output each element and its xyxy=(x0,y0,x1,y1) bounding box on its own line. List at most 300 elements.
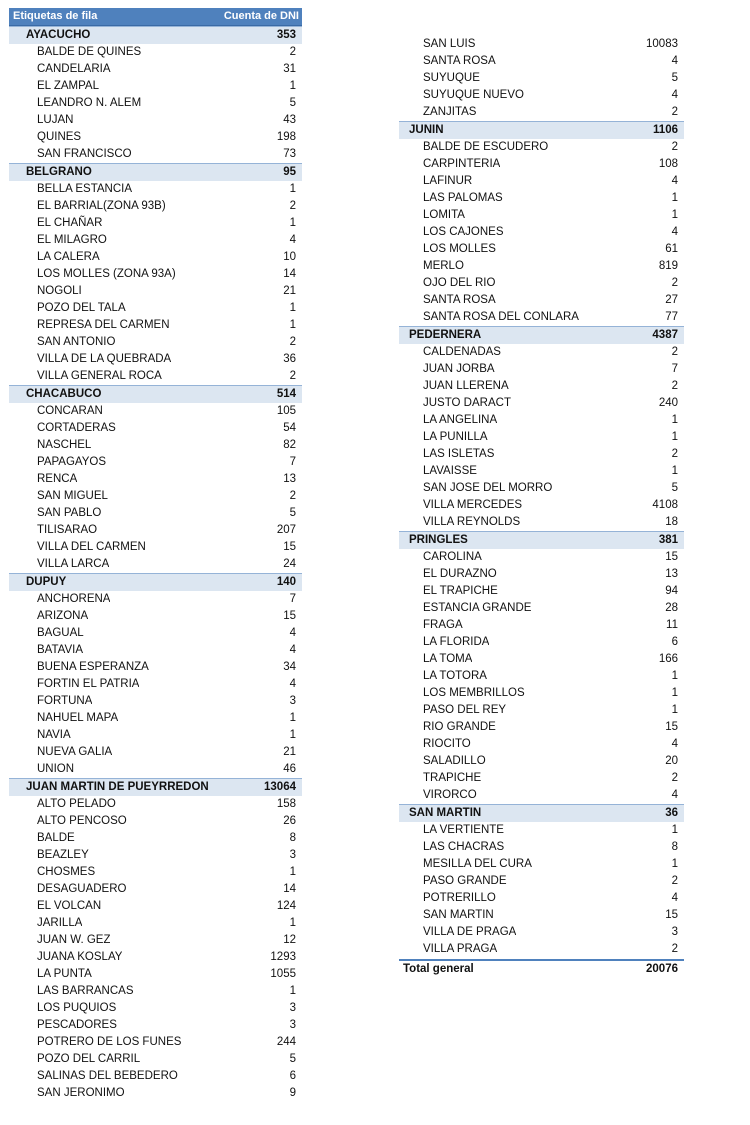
locality-name: JUAN JORBA xyxy=(423,363,495,375)
locality-row xyxy=(399,480,684,497)
locality-count: 166 xyxy=(658,653,678,665)
locality-row xyxy=(9,796,302,813)
locality-name: CARPINTERIA xyxy=(423,158,501,170)
locality-count: 819 xyxy=(658,260,678,272)
locality-count: 1 xyxy=(671,465,678,477)
locality-row xyxy=(9,488,302,505)
locality-count: 2 xyxy=(671,380,678,392)
pivot-header xyxy=(9,8,302,26)
locality-count: 34 xyxy=(283,661,296,673)
locality-name: SUYUQUE xyxy=(423,72,480,84)
locality-name: SAN MARTIN xyxy=(423,909,494,921)
locality-count: 1 xyxy=(671,192,678,204)
locality-row xyxy=(9,539,302,556)
locality-name: QUINES xyxy=(37,131,82,143)
locality-count: 4 xyxy=(671,892,678,904)
locality-name: UNION xyxy=(37,763,75,775)
locality-count: 3 xyxy=(289,1019,296,1031)
locality-name: ALTO PELADO xyxy=(37,798,116,810)
locality-count: 1 xyxy=(671,431,678,443)
locality-count: 124 xyxy=(276,900,296,912)
count-header: Cuenta de DNI xyxy=(223,10,299,22)
locality-count: 5 xyxy=(289,1053,296,1065)
locality-name: BEAZLEY xyxy=(37,849,89,861)
locality-row xyxy=(399,207,684,224)
locality-row xyxy=(9,283,302,300)
group-name: AYACUCHO xyxy=(26,29,91,41)
locality-row xyxy=(9,693,302,710)
locality-row xyxy=(9,454,302,471)
locality-count: 1293 xyxy=(270,951,296,963)
locality-row xyxy=(9,744,302,761)
locality-name: LOS MOLLES (ZONA 93A) xyxy=(37,268,176,280)
locality-row xyxy=(399,104,684,121)
locality-name: JUANA KOSLAY xyxy=(37,951,123,963)
locality-count: 15 xyxy=(665,721,678,733)
locality-row xyxy=(9,351,302,368)
locality-count: 20 xyxy=(665,755,678,767)
locality-row xyxy=(9,403,302,420)
locality-name: RIO GRANDE xyxy=(423,721,496,733)
locality-name: LOS PUQUIOS xyxy=(37,1002,117,1014)
locality-name: VILLA MERCEDES xyxy=(423,499,523,511)
locality-name: OJO DEL RIO xyxy=(423,277,496,289)
group-name: JUNIN xyxy=(409,124,444,136)
locality-name: LOS MEMBRILLOS xyxy=(423,687,525,699)
locality-row xyxy=(9,932,302,949)
locality-row xyxy=(9,898,302,915)
locality-name: EL MILAGRO xyxy=(37,234,107,246)
locality-row xyxy=(9,847,302,864)
locality-row xyxy=(399,617,684,634)
locality-row xyxy=(9,864,302,881)
locality-count: 2 xyxy=(671,772,678,784)
locality-name: LA TOTORA xyxy=(423,670,487,682)
locality-name: RENCA xyxy=(37,473,78,485)
locality-name: VILLA DE PRAGA xyxy=(423,926,517,938)
locality-count: 4 xyxy=(289,234,296,246)
locality-name: SAN PABLO xyxy=(37,507,102,519)
locality-count: 3 xyxy=(289,849,296,861)
grand-total-label: Total general xyxy=(403,963,474,975)
locality-name: JUAN W. GEZ xyxy=(37,934,111,946)
locality-count: 31 xyxy=(283,63,296,75)
locality-row xyxy=(399,890,684,907)
locality-row xyxy=(9,813,302,830)
locality-row xyxy=(399,241,684,258)
locality-count: 2 xyxy=(671,346,678,358)
locality-count: 1055 xyxy=(270,968,296,980)
locality-name: RIOCITO xyxy=(423,738,471,750)
locality-name: NAVIA xyxy=(37,729,71,741)
grand-total-value: 20076 xyxy=(646,963,678,975)
locality-name: EL DURAZNO xyxy=(423,568,497,580)
locality-name: LEANDRO N. ALEM xyxy=(37,97,142,109)
locality-name: VIRORCO xyxy=(423,789,477,801)
locality-row xyxy=(9,915,302,932)
group-row xyxy=(399,531,684,549)
locality-row xyxy=(9,78,302,95)
group-row xyxy=(399,804,684,822)
locality-row xyxy=(9,420,302,437)
grand-total-row xyxy=(399,959,684,978)
locality-count: 15 xyxy=(665,909,678,921)
locality-name: JARILLA xyxy=(37,917,83,929)
locality-name: BALDE DE QUINES xyxy=(37,46,142,58)
group-name: CHACABUCO xyxy=(26,388,102,400)
locality-name: NASCHEL xyxy=(37,439,92,451)
locality-count: 28 xyxy=(665,602,678,614)
locality-row xyxy=(399,770,684,787)
locality-name: LAVAISSE xyxy=(423,465,477,477)
locality-count: 1 xyxy=(289,712,296,724)
locality-row xyxy=(399,344,684,361)
locality-count: 4 xyxy=(671,738,678,750)
group-row xyxy=(9,778,302,796)
locality-count: 2 xyxy=(289,370,296,382)
locality-count: 12 xyxy=(283,934,296,946)
locality-row xyxy=(399,753,684,770)
locality-name: LA PUNTA xyxy=(37,968,92,980)
locality-name: EL CHAÑAR xyxy=(37,217,103,229)
locality-name: LAS CHACRAS xyxy=(423,841,505,853)
locality-count: 61 xyxy=(665,243,678,255)
locality-count: 1 xyxy=(671,858,678,870)
locality-name: EL VOLCAN xyxy=(37,900,102,912)
locality-count: 13 xyxy=(665,568,678,580)
locality-count: 5 xyxy=(671,482,678,494)
locality-row xyxy=(9,249,302,266)
locality-count: 3 xyxy=(671,926,678,938)
locality-row xyxy=(9,44,302,61)
locality-count: 4 xyxy=(671,175,678,187)
locality-row xyxy=(9,556,302,573)
locality-row xyxy=(399,292,684,309)
locality-row xyxy=(399,190,684,207)
locality-count: 14 xyxy=(283,268,296,280)
locality-count: 18 xyxy=(665,516,678,528)
locality-name: SANTA ROSA xyxy=(423,55,496,67)
locality-name: CHOSMES xyxy=(37,866,96,878)
locality-row xyxy=(9,1000,302,1017)
locality-name: ESTANCIA GRANDE xyxy=(423,602,532,614)
locality-name: LOMITA xyxy=(423,209,465,221)
locality-row xyxy=(9,266,302,283)
locality-count: 6 xyxy=(289,1070,296,1082)
locality-row xyxy=(399,395,684,412)
locality-count: 43 xyxy=(283,114,296,126)
locality-count: 105 xyxy=(276,405,296,417)
locality-name: LA TOMA xyxy=(423,653,473,665)
locality-count: 3 xyxy=(289,1002,296,1014)
group-row xyxy=(399,326,684,344)
locality-count: 1 xyxy=(289,319,296,331)
locality-count: 94 xyxy=(665,585,678,597)
locality-count: 8 xyxy=(671,841,678,853)
locality-name: LA VERTIENTE xyxy=(423,824,504,836)
locality-count: 4 xyxy=(671,55,678,67)
locality-count: 13 xyxy=(283,473,296,485)
locality-row xyxy=(399,566,684,583)
group-total: 4387 xyxy=(652,329,678,341)
locality-count: 1 xyxy=(671,209,678,221)
locality-count: 73 xyxy=(283,148,296,160)
locality-name: SAN MIGUEL xyxy=(37,490,108,502)
locality-count: 198 xyxy=(276,131,296,143)
locality-row xyxy=(399,702,684,719)
locality-row xyxy=(9,146,302,163)
group-total: 140 xyxy=(276,576,296,588)
locality-row xyxy=(399,53,684,70)
locality-row xyxy=(399,258,684,275)
locality-count: 14 xyxy=(283,883,296,895)
locality-name: CALDENADAS xyxy=(423,346,501,358)
pivot-table-right-column xyxy=(399,36,684,978)
locality-count: 77 xyxy=(665,311,678,323)
locality-count: 1 xyxy=(289,866,296,878)
locality-name: VILLA GENERAL ROCA xyxy=(37,370,162,382)
locality-row xyxy=(399,549,684,566)
locality-name: ZANJITAS xyxy=(423,106,477,118)
locality-row xyxy=(9,522,302,539)
locality-name: PASO GRANDE xyxy=(423,875,507,887)
locality-row xyxy=(9,761,302,778)
locality-count: 244 xyxy=(276,1036,296,1048)
locality-name: ANCHORENA xyxy=(37,593,111,605)
locality-count: 15 xyxy=(283,541,296,553)
locality-name: SALADILLO xyxy=(423,755,486,767)
locality-name: LOS MOLLES xyxy=(423,243,496,255)
group-total: 95 xyxy=(283,166,296,178)
locality-row xyxy=(399,651,684,668)
locality-row xyxy=(9,1068,302,1085)
group-total: 514 xyxy=(276,388,296,400)
locality-count: 2 xyxy=(671,106,678,118)
locality-name: VILLA PRAGA xyxy=(423,943,498,955)
locality-name: LA CALERA xyxy=(37,251,100,263)
locality-row xyxy=(9,95,302,112)
locality-name: LAFINUR xyxy=(423,175,473,187)
locality-row xyxy=(9,625,302,642)
group-row xyxy=(9,573,302,591)
group-name: SAN MARTIN xyxy=(409,807,482,819)
locality-name: SAN LUIS xyxy=(423,38,476,50)
locality-name: LUJAN xyxy=(37,114,74,126)
locality-row xyxy=(399,156,684,173)
locality-row xyxy=(9,1051,302,1068)
locality-count: 15 xyxy=(283,610,296,622)
locality-name: BALDE xyxy=(37,832,75,844)
locality-name: CAROLINA xyxy=(423,551,482,563)
locality-count: 15 xyxy=(665,551,678,563)
locality-name: TRAPICHE xyxy=(423,772,482,784)
locality-name: VILLA REYNOLDS xyxy=(423,516,521,528)
locality-count: 36 xyxy=(283,353,296,365)
locality-name: FORTUNA xyxy=(37,695,93,707)
locality-row xyxy=(9,368,302,385)
locality-count: 108 xyxy=(658,158,678,170)
locality-name: MESILLA DEL CURA xyxy=(423,858,532,870)
locality-name: LA PUNILLA xyxy=(423,431,488,443)
locality-count: 2 xyxy=(671,141,678,153)
locality-name: LAS BARRANCAS xyxy=(37,985,134,997)
locality-row xyxy=(399,70,684,87)
locality-count: 4 xyxy=(289,644,296,656)
locality-row xyxy=(399,497,684,514)
locality-count: 2 xyxy=(671,943,678,955)
locality-row xyxy=(399,309,684,326)
locality-row xyxy=(9,591,302,608)
locality-count: 1 xyxy=(289,217,296,229)
locality-row xyxy=(399,429,684,446)
group-name: JUAN MARTIN DE PUEYRREDON xyxy=(26,781,209,793)
locality-row xyxy=(399,924,684,941)
locality-count: 2 xyxy=(671,875,678,887)
locality-count: 9 xyxy=(289,1087,296,1099)
locality-row xyxy=(399,719,684,736)
locality-row xyxy=(399,822,684,839)
locality-name: POTRERO DE LOS FUNES xyxy=(37,1036,182,1048)
locality-name: DESAGUADERO xyxy=(37,883,127,895)
locality-row xyxy=(399,87,684,104)
locality-name: NOGOLI xyxy=(37,285,82,297)
locality-name: EL TRAPICHE xyxy=(423,585,498,597)
group-row xyxy=(9,385,302,403)
locality-count: 1 xyxy=(671,704,678,716)
locality-name: LAS PALOMAS xyxy=(423,192,503,204)
locality-row xyxy=(9,1085,302,1102)
locality-row xyxy=(399,600,684,617)
group-row xyxy=(9,26,302,44)
locality-row xyxy=(9,61,302,78)
locality-row xyxy=(9,232,302,249)
locality-name: POZO DEL CARRIL xyxy=(37,1053,141,1065)
locality-row xyxy=(399,873,684,890)
locality-row xyxy=(399,787,684,804)
locality-count: 1 xyxy=(289,917,296,929)
locality-row xyxy=(399,412,684,429)
locality-count: 21 xyxy=(283,746,296,758)
group-total: 353 xyxy=(276,29,296,41)
locality-name: SAN FRANCISCO xyxy=(37,148,132,160)
pivot-table-left-column xyxy=(9,8,302,1102)
locality-row xyxy=(399,907,684,924)
locality-row xyxy=(399,139,684,156)
locality-count: 3 xyxy=(289,695,296,707)
locality-row xyxy=(399,361,684,378)
locality-name: MERLO xyxy=(423,260,464,272)
locality-count: 10083 xyxy=(646,38,678,50)
locality-count: 240 xyxy=(658,397,678,409)
group-name: DUPUY xyxy=(26,576,67,588)
locality-count: 1 xyxy=(289,729,296,741)
locality-name: BUENA ESPERANZA xyxy=(37,661,149,673)
locality-name: EL BARRIAL(ZONA 93B) xyxy=(37,200,166,212)
locality-count: 82 xyxy=(283,439,296,451)
group-total: 36 xyxy=(665,807,678,819)
locality-count: 1 xyxy=(289,985,296,997)
locality-name: REPRESA DEL CARMEN xyxy=(37,319,170,331)
locality-row xyxy=(399,941,684,958)
locality-name: ALTO PENCOSO xyxy=(37,815,127,827)
locality-row xyxy=(399,275,684,292)
locality-name: FRAGA xyxy=(423,619,463,631)
locality-count: 207 xyxy=(276,524,296,536)
locality-count: 2 xyxy=(289,46,296,58)
locality-row xyxy=(9,727,302,744)
locality-count: 10 xyxy=(283,251,296,263)
locality-count: 46 xyxy=(283,763,296,775)
locality-name: LOS CAJONES xyxy=(423,226,504,238)
locality-name: SALINAS DEL BEBEDERO xyxy=(37,1070,178,1082)
locality-count: 1 xyxy=(671,824,678,836)
group-name: PRINGLES xyxy=(409,534,468,546)
locality-name: BAGUAL xyxy=(37,627,84,639)
locality-row xyxy=(9,983,302,1000)
locality-count: 1 xyxy=(671,687,678,699)
locality-count: 4108 xyxy=(652,499,678,511)
group-total: 1106 xyxy=(653,124,678,136)
locality-count: 4 xyxy=(289,627,296,639)
locality-row xyxy=(9,659,302,676)
locality-count: 1 xyxy=(289,80,296,92)
locality-name: CANDELARIA xyxy=(37,63,111,75)
locality-name: PESCADORES xyxy=(37,1019,117,1031)
locality-name: VILLA DEL CARMEN xyxy=(37,541,146,553)
locality-row xyxy=(9,676,302,693)
locality-count: 2 xyxy=(289,200,296,212)
locality-row xyxy=(399,173,684,190)
locality-row xyxy=(9,181,302,198)
locality-row xyxy=(399,463,684,480)
locality-name: POZO DEL TALA xyxy=(37,302,126,314)
locality-count: 5 xyxy=(671,72,678,84)
locality-name: SAN ANTONIO xyxy=(37,336,116,348)
locality-count: 4 xyxy=(671,89,678,101)
locality-name: PASO DEL REY xyxy=(423,704,507,716)
locality-name: PAPAGAYOS xyxy=(37,456,107,468)
group-row xyxy=(9,163,302,181)
locality-row xyxy=(9,129,302,146)
locality-row xyxy=(399,583,684,600)
group-total: 13064 xyxy=(264,781,296,793)
locality-row xyxy=(9,881,302,898)
locality-row xyxy=(399,668,684,685)
locality-row xyxy=(9,334,302,351)
locality-count: 2 xyxy=(289,336,296,348)
locality-row xyxy=(399,634,684,651)
locality-name: NAHUEL MAPA xyxy=(37,712,119,724)
locality-row xyxy=(399,446,684,463)
group-total: 381 xyxy=(658,534,678,546)
locality-name: CORTADERAS xyxy=(37,422,116,434)
locality-name: SANTA ROSA xyxy=(423,294,496,306)
locality-name: VILLA LARCA xyxy=(37,558,110,570)
locality-row xyxy=(9,642,302,659)
locality-row xyxy=(9,966,302,983)
locality-name: SAN JOSE DEL MORRO xyxy=(423,482,553,494)
locality-count: 7 xyxy=(289,593,296,605)
locality-row xyxy=(9,198,302,215)
locality-name: VILLA DE LA QUEBRADA xyxy=(37,353,172,365)
locality-name: LA FLORIDA xyxy=(423,636,490,648)
locality-row xyxy=(399,224,684,241)
locality-name: ARIZONA xyxy=(37,610,89,622)
locality-row xyxy=(399,856,684,873)
group-row xyxy=(399,121,684,139)
locality-name: BATAVIA xyxy=(37,644,84,656)
locality-row xyxy=(399,685,684,702)
